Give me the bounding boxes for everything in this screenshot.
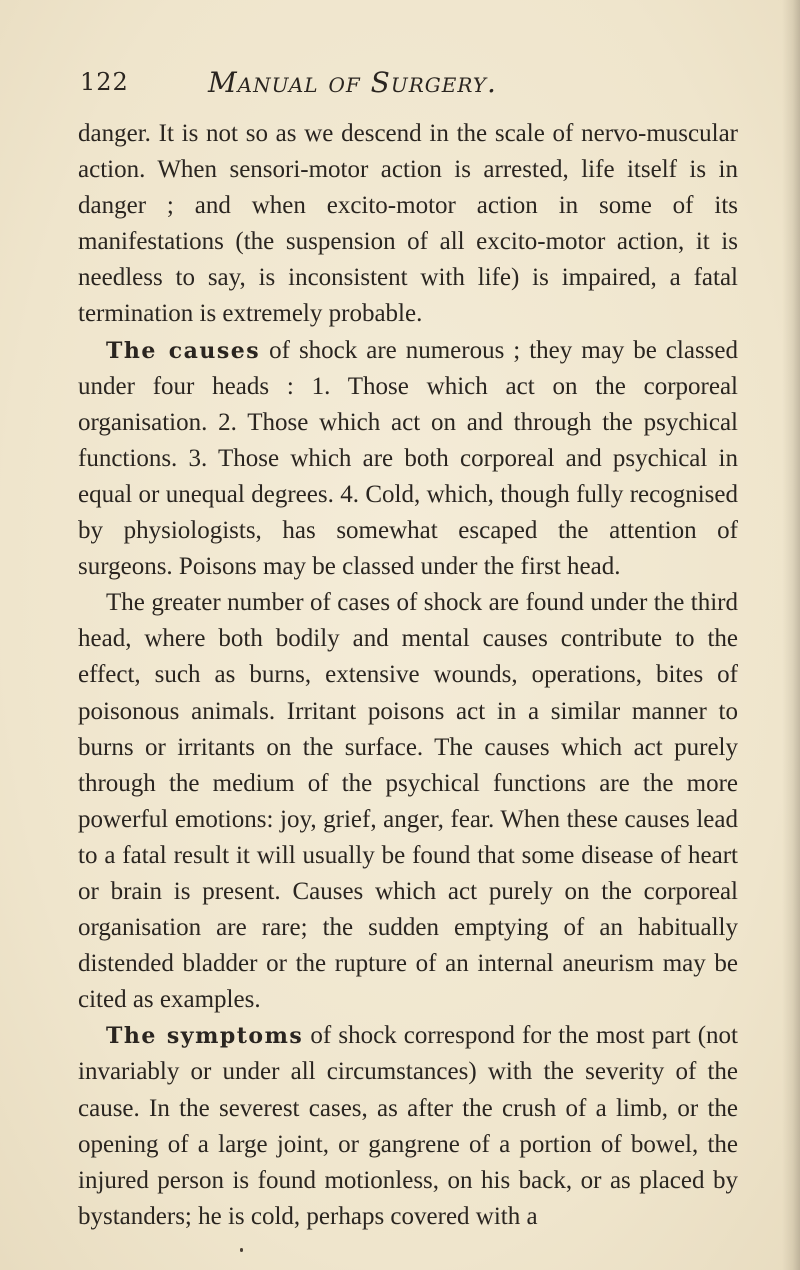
paragraph-symptoms [78,1018,738,1235]
paragraph-text: danger. It is not so as we descend in the scale of nervo-muscular action. When sensori-motor action is arrested, life itself is in danger ; and when excito-motor action in some of its manifestations (the suspension of all excito-motor action, it is needless to say, is inconsistent with life) is impaired, a fatal termination is extremely probable. [78,120,738,328]
paragraph-third-head [78,585,738,1018]
body-text [78,116,738,1235]
print-speck [240,1248,243,1252]
page-header [0,60,800,100]
run-in-heading: The causes [106,337,261,364]
paragraph-text: of shock correspond for the most part (not invariably or under all circumstances) with the severity of the cause. In the severest cases, as after the crush of a limb, or the opening of a large joint, or gangrene of a portion of bowel, the injured person is found motionless, on his back, or as placed by bystanders; he is cold, perhaps covered with a [78,1022,738,1230]
running-title: Manual of Surgery. [208,66,497,99]
paragraph-text: of shock are numerous ; they may be classed under four heads : 1. Those which act on the corporeal organisation. 2. Those which act on and through the psychical functions. 3. Those which are both corporeal and psychical in equal or unequal degrees. 4. Cold, which, though fully recognised by physiologists, has somewhat escaped the attention of surgeons. Poisons may be classed under the first head. [78,336,739,581]
paragraph-continuation [78,116,738,333]
paragraph-causes [78,333,738,586]
page-edge-shadow [782,0,800,1270]
page-number: 122 [80,68,129,96]
run-in-heading: The symptoms [106,1023,304,1050]
paragraph-text: The greater number of cases of shock are found under the third head, where both bodily and mental causes contribute to the effect, such as burns, extensive wounds, operations, bites of poisonous animals. Irritant poisons act in a similar manner to burns or irritants on the surface. The causes which act purely through the medium of the psychical functions are the more powerful emotions: joy, grief, anger, fear. When these causes lead to a fatal result it will usually be found that some disease of heart or brain is present. Causes which act purely on the corporeal organisation are rare; the sudden emptying of an habitually distended bladder or the rupture of an internal aneurism may be cited as examples. [78,589,738,1014]
